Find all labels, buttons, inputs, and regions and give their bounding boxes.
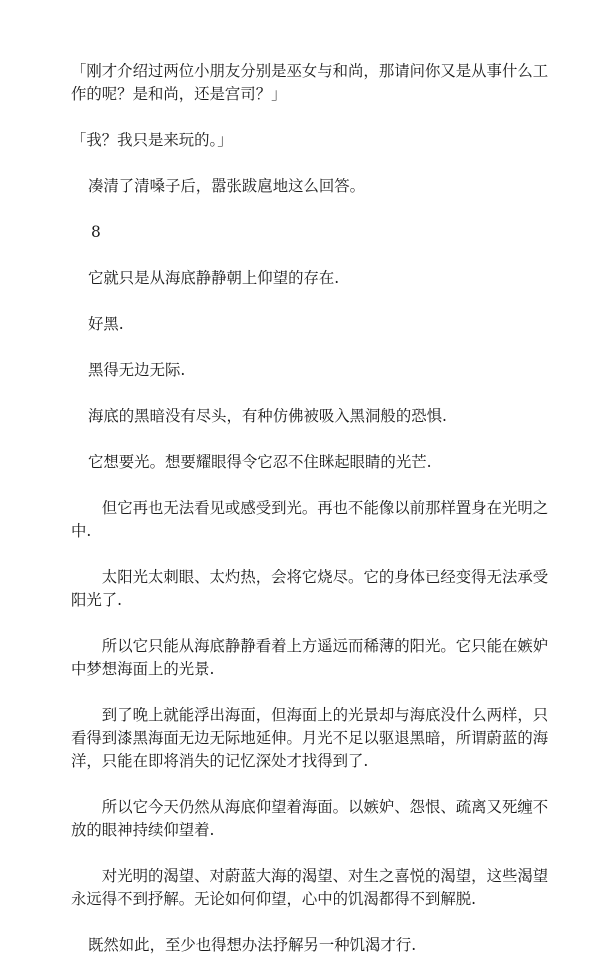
narration-paragraph: 海底的黑暗没有尽头，有种仿佛被吸入黑洞般的恐惧. [88,407,447,425]
narration-paragraph: 它想要光。想要耀眼得令它忍不住眯起眼睛的光芒. [88,453,432,471]
dialogue-paragraph: 「我？我只是来玩的。」 [71,131,233,149]
narration-paragraph: 黑得无边无际. [88,361,186,379]
section-number: 8 [91,223,101,241]
narration-paragraph: 但它再也无法看见或感受到光。再也不能像以前那样置身在光明之中. [71,499,549,540]
narration-paragraph: 对光明的渴望、对蔚蓝大海的渴望、对生之喜悦的渴望，这些渴望永远得不到抒解。无论如何仰望，心中的饥渴都得不到解脱. [71,867,549,908]
narration-paragraph: 到了晚上就能浮出海面，但海面上的光景却与海底没什么两样，只看得到漆黑海面无边无际地延伸。月光不足以驱退黑暗，所谓蔚蓝的海洋，只能在即将消失的记忆深处才找得到了. [71,706,549,770]
narration-paragraph: 凑清了清嗓子后，嚣张跋扈地这么回答。 [88,177,366,195]
narration-paragraph: 所以它只能从海底静静看着上方遥远而稀薄的阳光。它只能在嫉妒中梦想海面上的光景. [71,637,549,678]
book-page [71,60,558,980]
narration-paragraph: 它就只是从海底静静朝上仰望的存在. [88,269,340,287]
narration-paragraph: 所以它今天仍然从海底仰望着海面。以嫉妒、怨恨、疏离又死缠不放的眼神持续仰望着. [71,798,549,839]
dialogue-paragraph: 「刚才介绍过两位小朋友分别是巫女与和尚，那请问你又是从事什么工作的呢？是和尚，还是宫司？」 [71,62,549,103]
narration-paragraph: 既然如此，至少也得想办法抒解另一种饥渴才行. [88,936,417,954]
narration-paragraph: 太阳光太刺眼、太灼热，会将它烧尽。它的身体已经变得无法承受阳光了. [71,568,549,609]
narration-paragraph: 好黑. [88,315,124,333]
